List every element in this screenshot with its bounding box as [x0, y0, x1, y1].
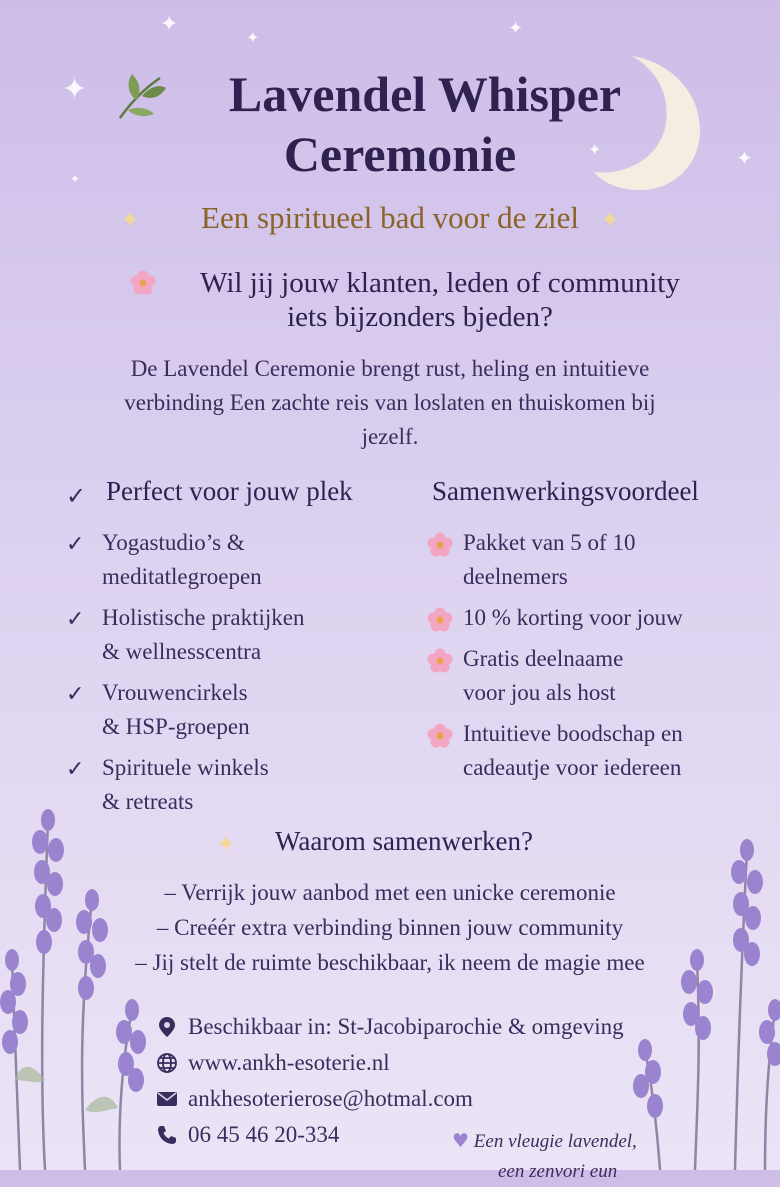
benefits-heading: Samenwerkingsvoordeel: [432, 476, 699, 506]
flower-icon: [427, 648, 453, 674]
check-icon: ✓: [66, 532, 85, 557]
page-title: Lavendel Whisper: [228, 66, 622, 122]
note-line: een zenvori eun: [498, 1161, 618, 1182]
why-item: – Creéér extra verbinding binnen jouw community: [156, 915, 624, 940]
intro-question: [120, 266, 720, 334]
check-icon: ✓: [66, 682, 85, 707]
intro-paragraph: [58, 352, 722, 454]
list-item: ✓ Spirituele winkels & retreats: [66, 755, 269, 814]
globe-icon: [156, 1052, 178, 1074]
question-line: iets bijzonders bjeden?: [287, 301, 553, 333]
heart-icon: ♥: [452, 1130, 470, 1152]
sparkle-icon: ✦: [508, 18, 524, 39]
subtitle: Een spiritueel bad voor de ziel: [201, 200, 579, 235]
intro-line: verbinding Een zachte reis van loslaten en thuiskomen bij: [124, 390, 656, 415]
perfect-list: [66, 526, 406, 826]
list-item: 10 % korting voor jouw: [427, 601, 767, 635]
question-line: Wil jij jouw klanten, leden of community: [200, 267, 680, 299]
sparkle-icon: ✦: [588, 140, 602, 159]
envelope-icon: [156, 1088, 178, 1110]
why-heading: Waarom samenwerken?: [275, 826, 533, 856]
contact-email[interactable]: ankhesoterierose@hotmal.com: [156, 1082, 624, 1116]
check-icon: ✓: [66, 482, 87, 510]
contact-location: Beschikbaar in: St-Jacobiparochie & omgeving: [156, 1010, 624, 1044]
sparkle-icon: ✦: [246, 28, 260, 47]
list-item: Gratis deelnaame voor jou als host: [427, 642, 767, 710]
page-title-line2: Ceremonie: [283, 126, 517, 182]
why-item: – Jij stelt de ruimte beschikbaar, ik neem de magie mee: [135, 950, 645, 975]
intro-line: jezelf.: [361, 424, 419, 449]
phone-icon: [156, 1124, 178, 1146]
check-icon: ✓: [66, 757, 85, 782]
list-item: ✓ Holistische praktijken & wellnesscentra: [66, 605, 305, 664]
sparkle-gold-icon: ✦: [120, 206, 141, 234]
flower-icon: [427, 607, 453, 633]
sparkle-icon: ✦: [160, 12, 179, 37]
why-item: – Verrijk jouw aanbod met een unicke ceremonie: [164, 880, 616, 905]
note-line: ♥ Een vleugie lavendel,: [452, 1130, 637, 1152]
location-pin-icon: [156, 1016, 178, 1038]
sparkle-icon: ✦: [62, 72, 88, 107]
sparkle-gold-icon: ✦: [216, 830, 237, 858]
closing-note: [452, 1126, 692, 1187]
flower-icon: [427, 532, 453, 558]
list-item: Pakket van 5 of 10 deelnemers: [427, 526, 767, 594]
contact-phone[interactable]: 06 45 46 20-334: [156, 1118, 624, 1152]
perfect-heading: Perfect voor jouw plek: [106, 476, 353, 506]
list-item: ✓ Yogastudio’s & meditatlegroepen: [66, 530, 262, 589]
contact-website[interactable]: www.ankh-esoterie.nl: [156, 1046, 624, 1080]
list-item: ✓ Vrouwencirkels & HSP-groepen: [66, 680, 250, 739]
benefits-list: [427, 526, 767, 792]
check-icon: ✓: [66, 607, 85, 632]
sparkle-icon: ✦: [736, 146, 753, 170]
flower-icon: [427, 723, 453, 749]
sparkle-gold-icon: ✦: [600, 206, 621, 234]
intro-line: De Lavendel Ceremonie brengt rust, heling en intuitieve: [130, 356, 650, 381]
why-list: [0, 874, 780, 982]
sparkle-icon: ✦: [70, 172, 81, 186]
list-item: Intuitieve boodschap en cadeautje voor iedereen: [427, 717, 767, 785]
